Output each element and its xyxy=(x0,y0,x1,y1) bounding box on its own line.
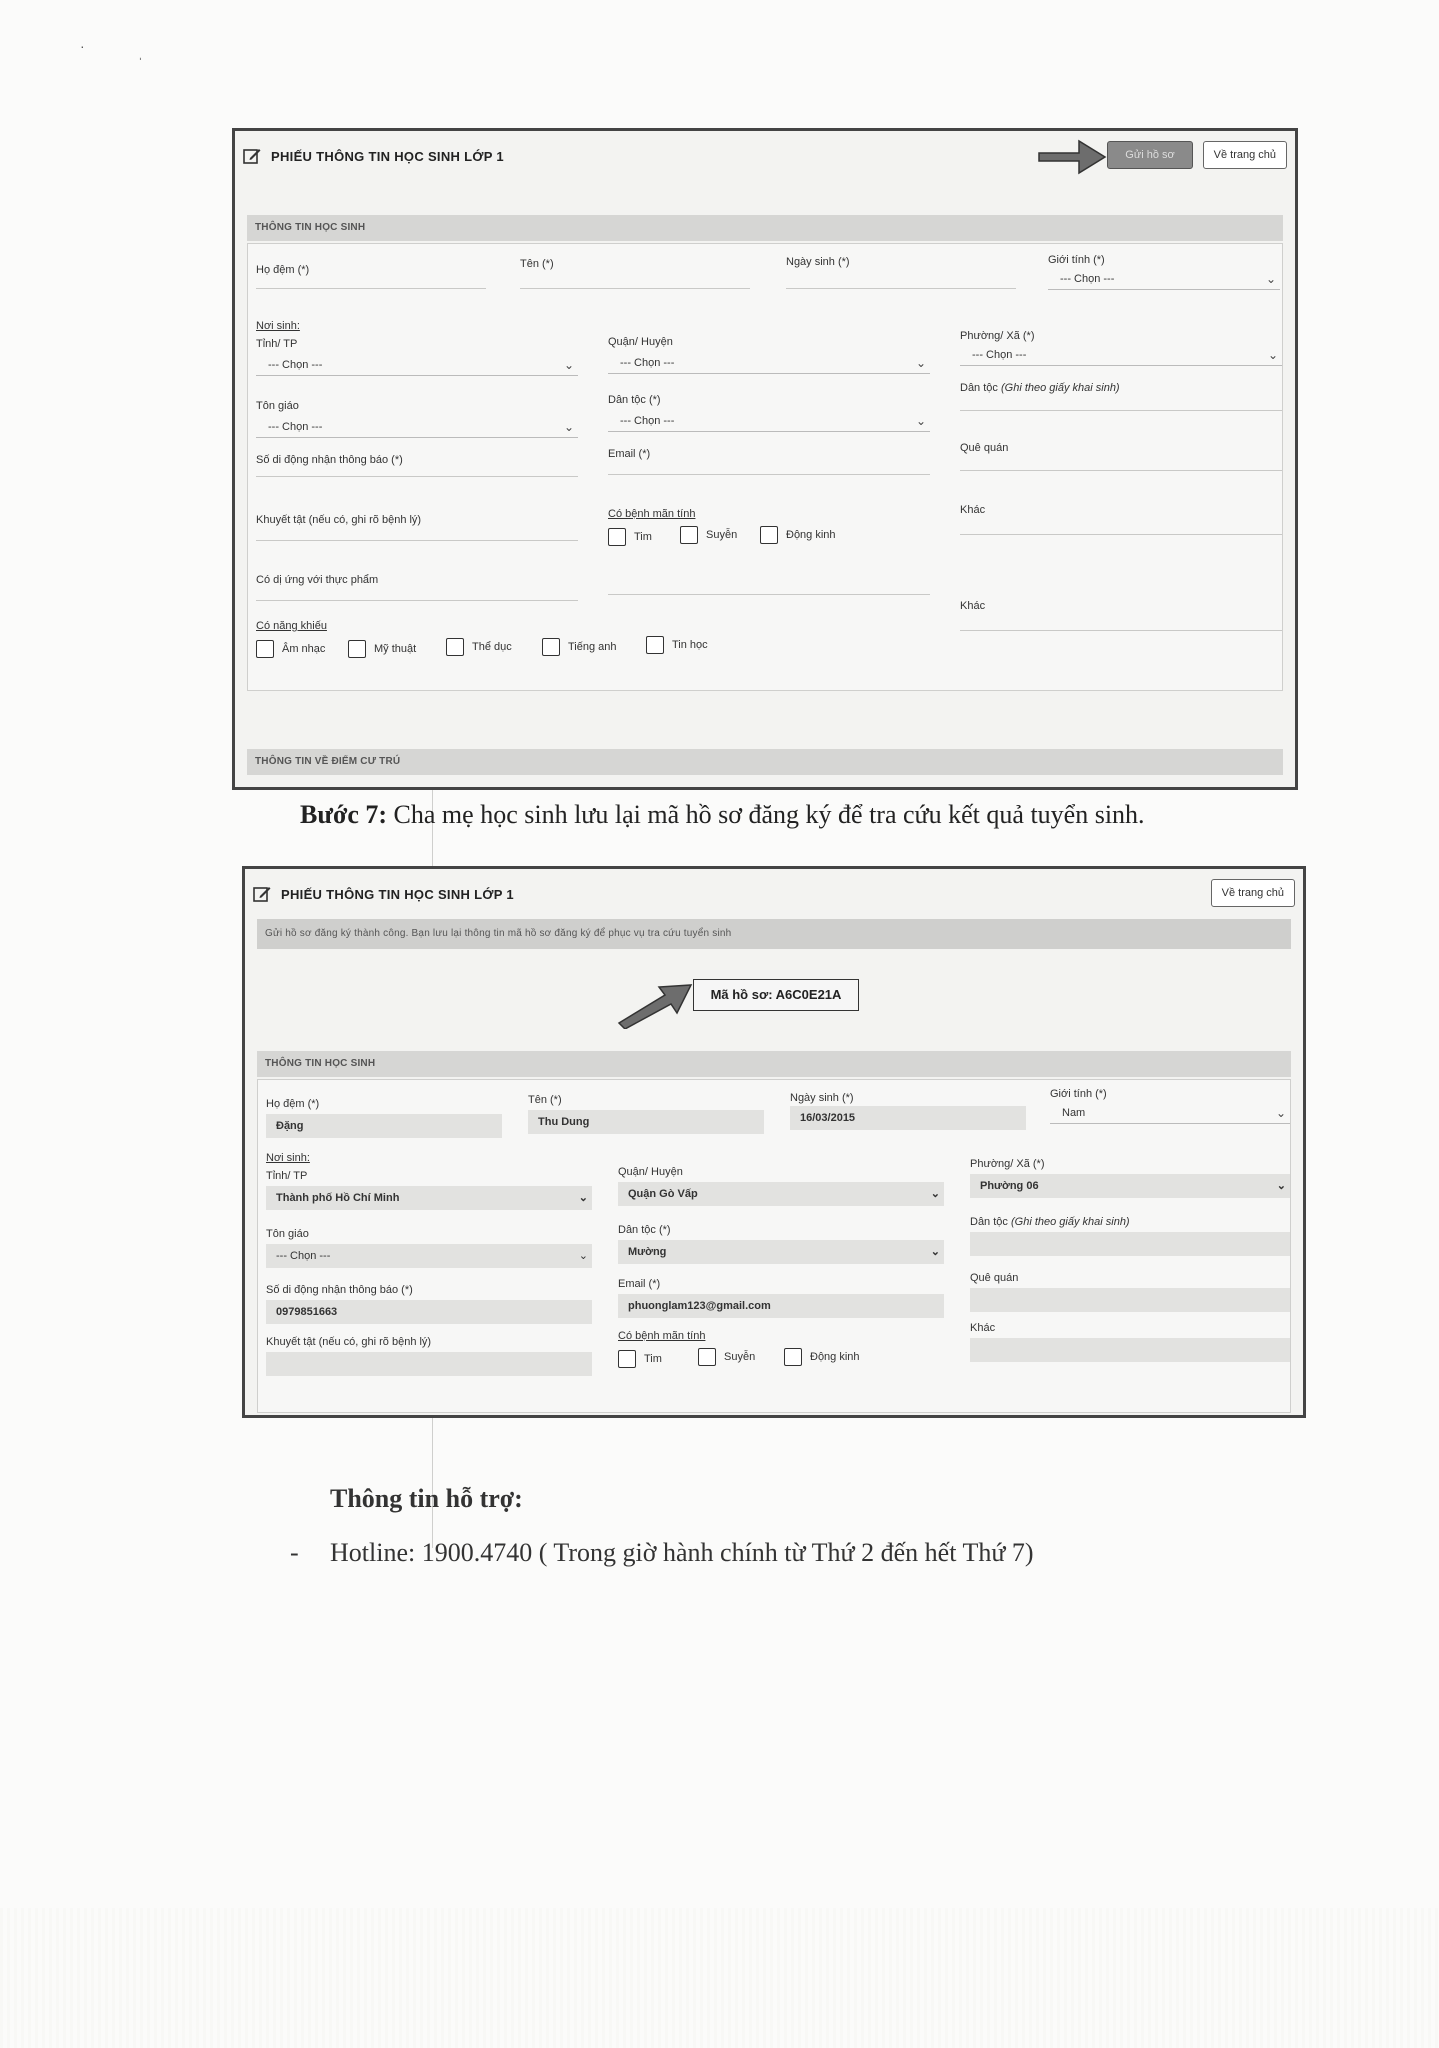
home-button[interactable]: Về trang chủ xyxy=(1211,879,1295,907)
tinh-label: Tỉnh/ TP xyxy=(266,1170,308,1182)
que-quan-input[interactable] xyxy=(960,470,1282,471)
email-label: Email (*) xyxy=(608,448,651,460)
pointer-arrow-icon xyxy=(1037,135,1107,175)
ton-giao-label: Tôn giáo xyxy=(266,1228,309,1240)
phuong-value: --- Chọn --- xyxy=(972,349,1027,361)
form-screenshot-1 xyxy=(232,128,1298,790)
ho-dem-input[interactable] xyxy=(256,288,486,289)
dan-toc-value: --- Chọn --- xyxy=(620,415,675,427)
dan-toc-note: (Ghi theo giấy khai sinh) xyxy=(1010,1216,1130,1228)
gioi-tinh-value: --- Chọn --- xyxy=(1060,273,1115,285)
so-di-dong-input[interactable] xyxy=(256,476,578,477)
ton-giao-label: Tôn giáo xyxy=(256,400,299,412)
chevron-down-icon: ⌄ xyxy=(1275,1106,1286,1120)
noi-sinh-label: Nơi sinh: xyxy=(266,1152,310,1164)
form-screenshot-2 xyxy=(242,866,1306,1418)
checkbox-box xyxy=(698,1348,716,1366)
benh-man-tinh-label: Có bệnh mãn tính xyxy=(618,1330,706,1342)
gioi-tinh-value: Nam xyxy=(1062,1107,1086,1119)
ho-dem-label: Họ đệm (*) xyxy=(256,264,310,276)
tinh-label: Tỉnh/ TP xyxy=(256,338,298,350)
tinh-value: Thành phố Hồ Chí Minh xyxy=(276,1192,400,1204)
student-info-panel xyxy=(247,243,1283,691)
que-quan-label: Quê quán xyxy=(960,442,1009,454)
ten-label: Tên (*) xyxy=(528,1094,562,1106)
student-info-panel xyxy=(257,1079,1291,1413)
checkbox-box xyxy=(542,638,560,656)
benh-dong-kinh-checkbox[interactable] xyxy=(784,1348,860,1366)
que-quan-label: Quê quán xyxy=(970,1272,1019,1284)
am-nhac-label: Âm nhạc xyxy=(282,643,326,655)
am-nhac-checkbox[interactable] xyxy=(256,640,325,658)
quan-label: Quận/ Huyện xyxy=(618,1166,683,1178)
ngay-sinh-label: Ngày sinh (*) xyxy=(786,256,850,268)
que-quan-input[interactable] xyxy=(970,1288,1290,1312)
quan-label: Quận/ Huyện xyxy=(608,336,673,348)
khuyet-tat-label: Khuyết tật (nếu có, ghi rõ bệnh lý) xyxy=(266,1336,432,1348)
khac-label: Khác xyxy=(970,1322,996,1334)
form-header xyxy=(253,879,1295,909)
benh-tim-label: Tim xyxy=(634,531,652,543)
khac2-label: Khác xyxy=(960,600,986,612)
tinh-select[interactable] xyxy=(266,1186,592,1210)
chevron-down-icon: ⌄ xyxy=(578,1192,588,1204)
phuong-value: Phường 06 xyxy=(980,1180,1039,1192)
pointer-arrow-icon xyxy=(615,979,695,1029)
phuong-select[interactable] xyxy=(960,344,1282,366)
home-button[interactable]: Về trang chủ xyxy=(1203,141,1287,169)
nang-khieu-label: Có năng khiếu xyxy=(256,620,327,632)
dan-toc-note-label xyxy=(970,1216,1130,1228)
khuyet-tat-label: Khuyết tật (nếu có, ghi rõ bệnh lý) xyxy=(256,514,422,526)
checkbox-box xyxy=(618,1350,636,1368)
ten-label: Tên (*) xyxy=(520,258,554,270)
so-di-dong-label: Số di động nhận thông báo (*) xyxy=(266,1284,413,1296)
checkbox-box xyxy=(680,526,698,544)
tin-hoc-label: Tin học xyxy=(672,639,708,651)
ngay-sinh-input[interactable]: 16/03/2015 xyxy=(790,1106,1026,1130)
checkbox-box xyxy=(784,1348,802,1366)
step-7-prefix: Bước 7: xyxy=(300,800,388,829)
quan-value: --- Chọn --- xyxy=(620,357,675,369)
chevron-down-icon: ⌄ xyxy=(1265,272,1276,286)
khac-label: Khác xyxy=(960,504,986,516)
form-header xyxy=(243,141,1287,171)
khuyet-tat-input[interactable] xyxy=(266,1352,592,1376)
tieng-anh-checkbox[interactable] xyxy=(542,638,617,656)
benh-suyen-label: Suyễn xyxy=(706,529,738,541)
form-title: PHIẾU THÔNG TIN HỌC SINH LỚP 1 xyxy=(281,886,514,902)
support-heading: Thông tin hỗ trợ: xyxy=(330,1484,523,1513)
dan-toc-note-prefix: Dân tộc xyxy=(970,1216,1008,1228)
dan-toc-label: Dân tộc (*) xyxy=(608,394,661,406)
di-ung-input[interactable] xyxy=(256,600,578,601)
dan-toc-ks-input[interactable] xyxy=(960,410,1282,411)
benh-dong-kinh-label: Động kinh xyxy=(786,529,836,541)
so-di-dong-label: Số di động nhận thông báo (*) xyxy=(256,454,403,466)
ton-giao-value: --- Chọn --- xyxy=(268,421,323,433)
edit-icon xyxy=(253,885,271,903)
tinh-value: --- Chọn --- xyxy=(268,359,323,371)
ton-giao-select[interactable] xyxy=(256,416,578,438)
checkbox-box xyxy=(256,640,274,658)
chevron-down-icon: ⌄ xyxy=(915,414,926,428)
ho-dem-label: Họ đệm (*) xyxy=(266,1098,320,1110)
tin-hoc-checkbox[interactable] xyxy=(646,636,708,654)
checkbox-box xyxy=(608,528,626,546)
phuong-label: Phường/ Xã (*) xyxy=(960,330,1035,342)
benh-suyen-checkbox[interactable] xyxy=(680,526,737,544)
di-ung-detail-input[interactable] xyxy=(608,594,930,595)
dan-toc-note: (Ghi theo giấy khai sinh) xyxy=(1000,382,1120,394)
tieng-anh-label: Tiếng anh xyxy=(568,641,617,653)
ngay-sinh-label: Ngày sinh (*) xyxy=(790,1092,854,1104)
section-residence: THÔNG TIN VỀ ĐIỂM CƯ TRÚ xyxy=(247,749,1283,775)
benh-dong-kinh-checkbox[interactable] xyxy=(760,526,836,544)
hotline-text: Hotline: 1900.4740 ( Trong giờ hành chính từ Thứ 2 đến hết Thứ 7) xyxy=(330,1538,1034,1567)
ten-input[interactable]: Thu Dung xyxy=(528,1110,764,1134)
di-ung-label: Có dị ứng với thực phẩm xyxy=(256,574,379,586)
gioi-tinh-label: Giới tính (*) xyxy=(1048,254,1105,266)
dan-toc-ks-input[interactable] xyxy=(970,1232,1290,1256)
gioi-tinh-select[interactable] xyxy=(1050,1102,1290,1124)
benh-suyen-label: Suyễn xyxy=(724,1351,756,1363)
dan-toc-select[interactable] xyxy=(618,1240,944,1264)
quan-select[interactable] xyxy=(618,1182,944,1206)
benh-man-tinh-label: Có bệnh mãn tính xyxy=(608,508,696,520)
send-button[interactable]: Gửi hồ sơ xyxy=(1107,141,1193,169)
ho-dem-input[interactable]: Đặng xyxy=(266,1114,502,1138)
my-thuat-label: Mỹ thuật xyxy=(374,643,417,655)
chevron-down-icon: ⌄ xyxy=(563,358,574,372)
chevron-down-icon: ⌄ xyxy=(1267,348,1278,362)
success-notice: Gửi hồ sơ đăng ký thành công. Bạn lưu lại thông tin mã hồ sơ đăng ký để phục vụ tra cứu tuyển sinh xyxy=(257,919,1291,949)
email-label: Email (*) xyxy=(618,1278,661,1290)
benh-tim-label: Tim xyxy=(644,1353,662,1365)
form-title: PHIẾU THÔNG TIN HỌC SINH LỚP 1 xyxy=(271,148,504,164)
chevron-down-icon: ⌄ xyxy=(1276,1180,1286,1192)
the-duc-checkbox[interactable] xyxy=(446,638,512,656)
dan-toc-value: Mường xyxy=(628,1246,667,1258)
dan-toc-note-label xyxy=(960,382,1120,394)
checkbox-box xyxy=(446,638,464,656)
gioi-tinh-select[interactable] xyxy=(1048,268,1280,290)
quan-value: Quận Gò Vấp xyxy=(628,1188,698,1200)
checkbox-box xyxy=(760,526,778,544)
section-student-info: THÔNG TIN HỌC SINH xyxy=(247,215,1283,241)
chevron-down-icon: ⌄ xyxy=(563,420,574,434)
my-thuat-checkbox[interactable] xyxy=(348,640,416,658)
khac-input[interactable] xyxy=(970,1338,1290,1362)
khac2-input[interactable] xyxy=(960,630,1282,631)
benh-tim-checkbox[interactable] xyxy=(618,1350,662,1368)
list-bullet: - xyxy=(290,1538,299,1567)
quan-select[interactable] xyxy=(608,352,930,374)
phuong-select[interactable] xyxy=(970,1174,1290,1198)
ton-giao-select[interactable] xyxy=(266,1244,592,1268)
benh-suyen-checkbox[interactable] xyxy=(698,1348,755,1366)
ton-giao-value: --- Chọn --- xyxy=(276,1250,331,1262)
scan-speck: · xyxy=(80,38,85,54)
dan-toc-label: Dân tộc (*) xyxy=(618,1224,671,1236)
tinh-select[interactable] xyxy=(256,354,578,376)
scan-speck: ˌ xyxy=(138,44,143,60)
benh-dong-kinh-label: Động kinh xyxy=(810,1351,860,1363)
edit-icon xyxy=(243,147,261,165)
ten-input[interactable] xyxy=(520,288,750,289)
dan-toc-select[interactable] xyxy=(608,410,930,432)
chevron-down-icon: ⌄ xyxy=(930,1246,940,1258)
dan-toc-note-prefix: Dân tộc xyxy=(960,382,998,394)
application-code: Mã hồ sơ: A6C0E21A xyxy=(693,979,859,1011)
so-di-dong-input[interactable]: 0979851663 xyxy=(266,1300,592,1324)
chevron-down-icon: ⌄ xyxy=(930,1188,940,1200)
ngay-sinh-input[interactable] xyxy=(786,288,1016,289)
benh-tim-checkbox[interactable] xyxy=(608,528,652,546)
checkbox-box xyxy=(646,636,664,654)
khuyet-tat-input[interactable] xyxy=(256,540,578,541)
khac-input[interactable] xyxy=(960,534,1282,535)
hotline-line xyxy=(290,1538,1034,1568)
noi-sinh-label: Nơi sinh: xyxy=(256,320,300,332)
step-7-text: Cha mẹ học sinh lưu lại mã hồ sơ đăng ký để tra cứu kết quả tuyển sinh. xyxy=(387,800,1145,829)
step-7-instruction xyxy=(300,800,1300,830)
gioi-tinh-label: Giới tính (*) xyxy=(1050,1088,1107,1100)
scan-noise xyxy=(0,1908,1439,2048)
section-student-info: THÔNG TIN HỌC SINH xyxy=(257,1051,1291,1077)
chevron-down-icon: ⌄ xyxy=(915,356,926,370)
email-input[interactable]: phuonglam123@gmail.com xyxy=(618,1294,944,1318)
the-duc-label: Thể dục xyxy=(472,641,512,653)
chevron-down-icon: ⌄ xyxy=(578,1250,588,1262)
phuong-label: Phường/ Xã (*) xyxy=(970,1158,1045,1170)
email-input[interactable] xyxy=(608,474,930,475)
checkbox-box xyxy=(348,640,366,658)
